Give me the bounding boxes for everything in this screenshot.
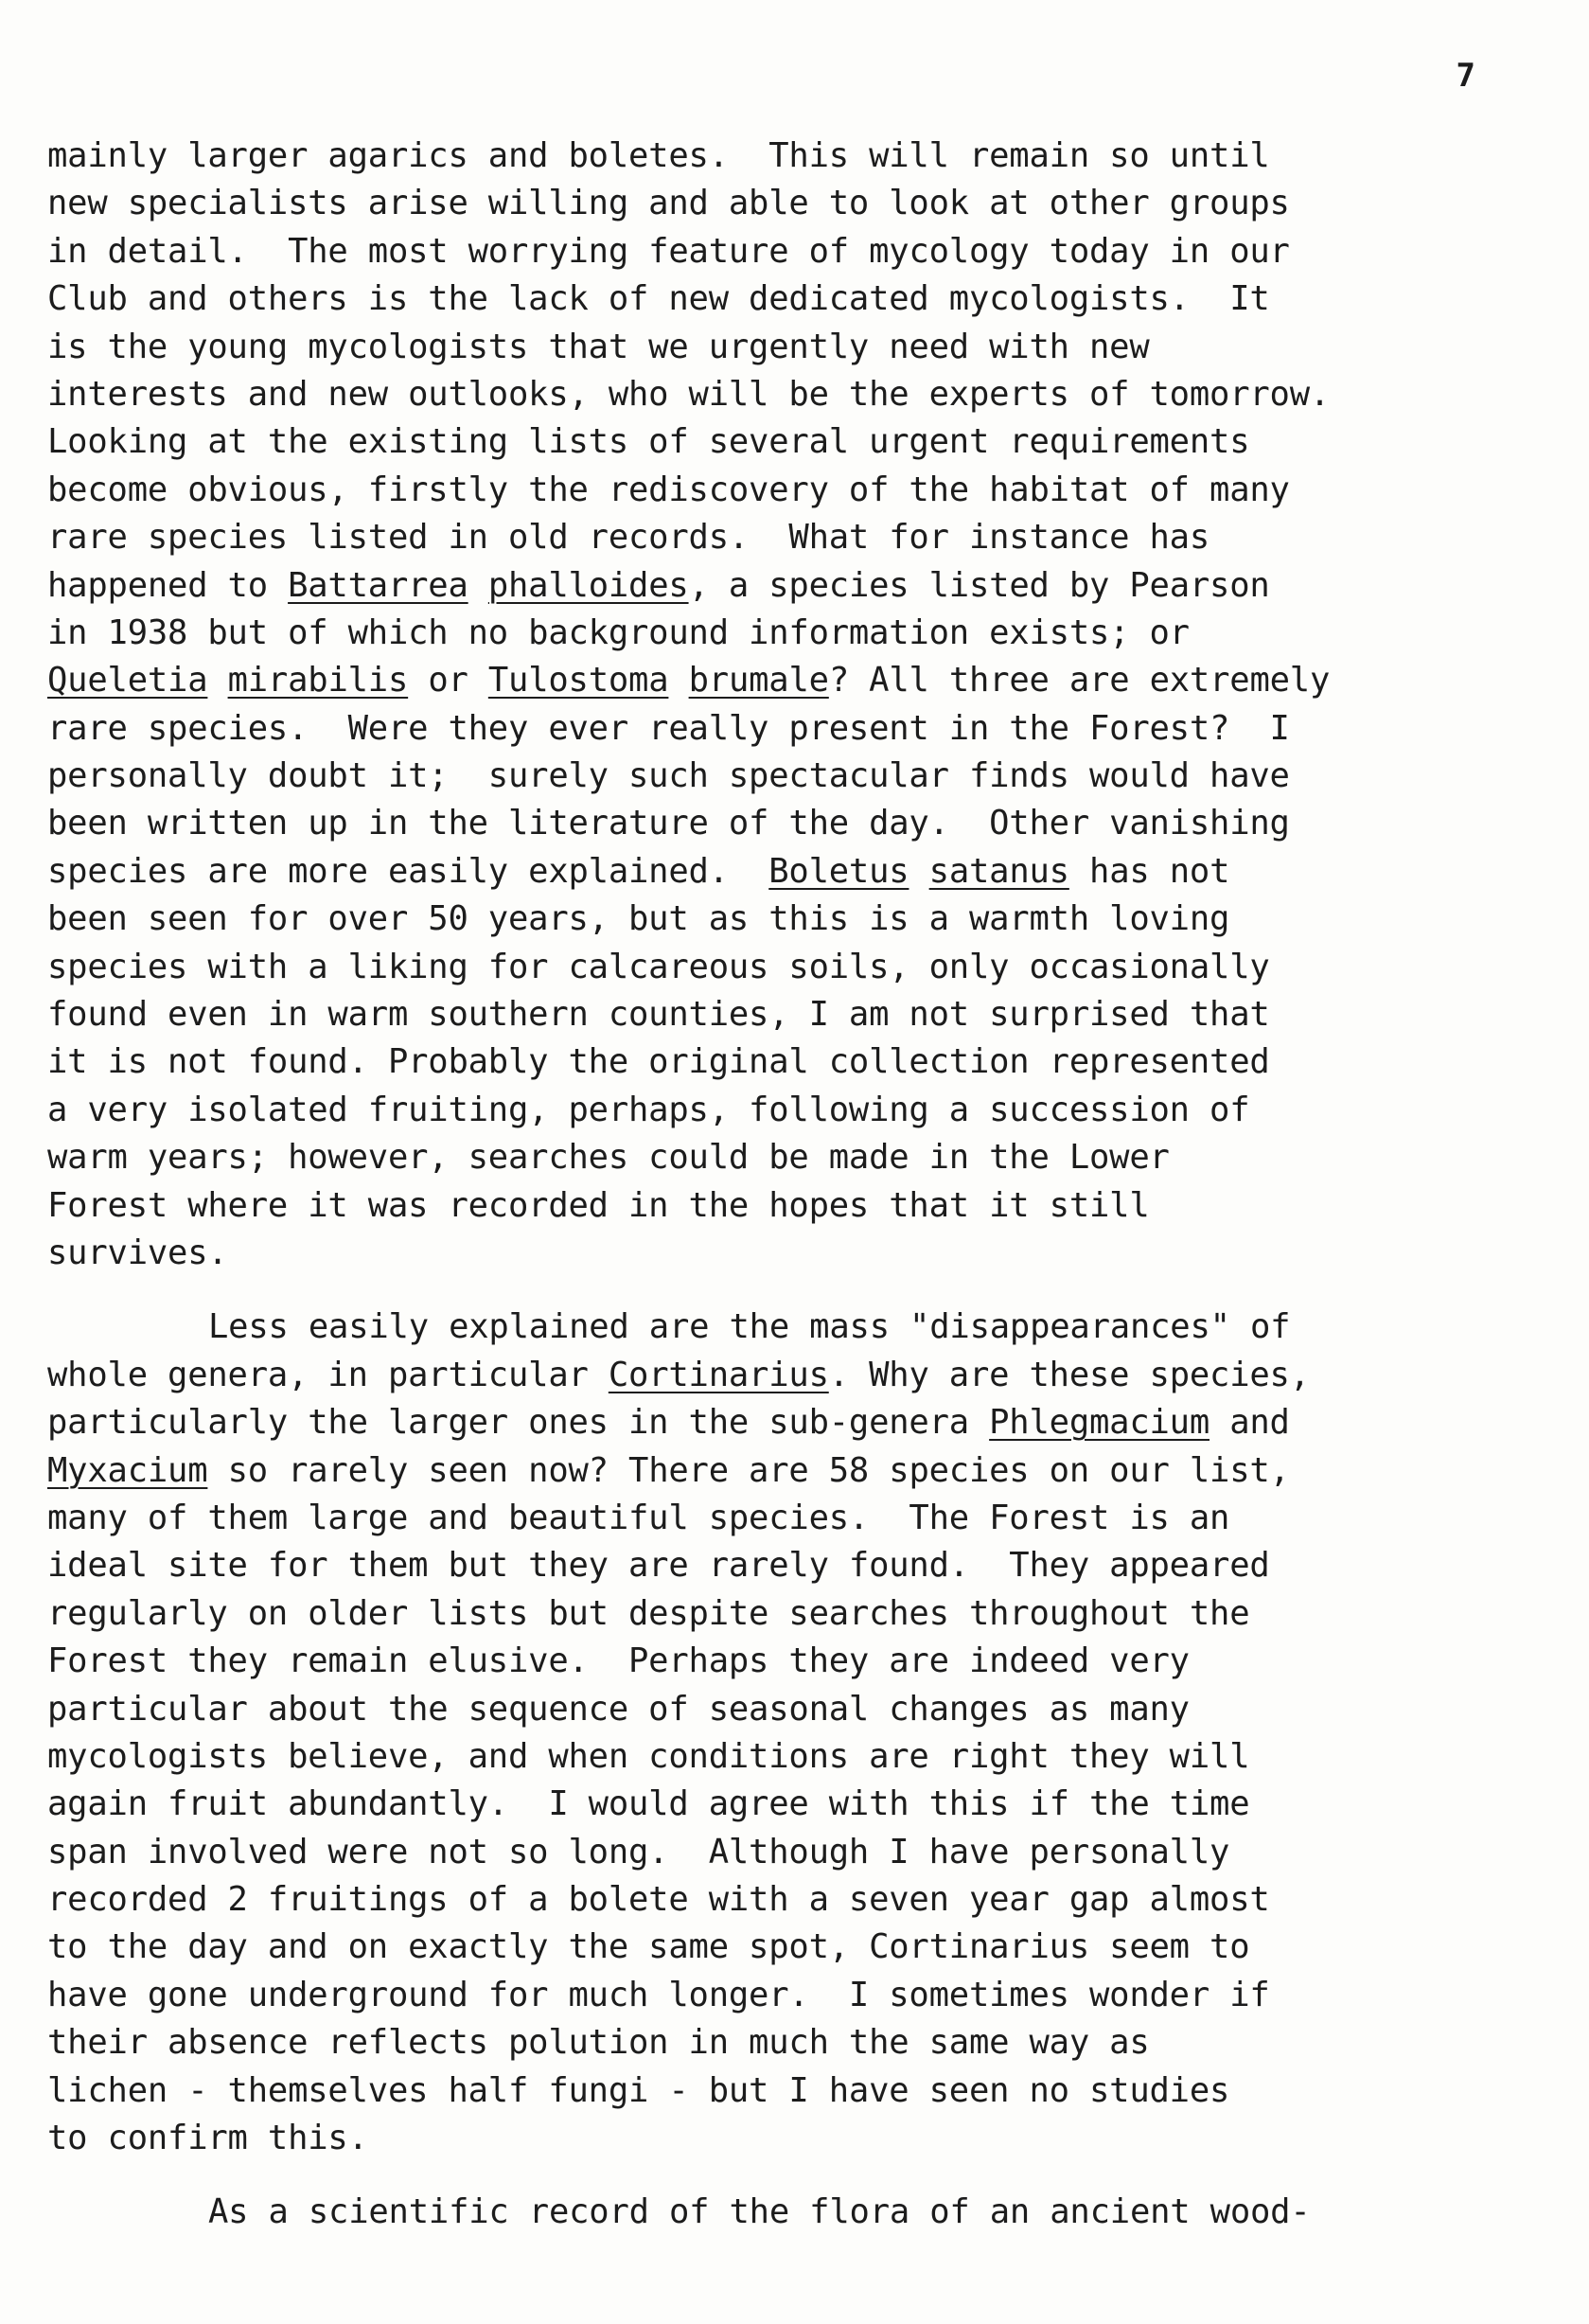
text-line: it is not found. Probably the original collection represented xyxy=(47,1042,1270,1082)
text-line: mycologists believe, and when conditions are right they will xyxy=(47,1736,1250,1776)
text-line: ideal site for them but they are rarely found. They appeared xyxy=(47,1546,1270,1586)
text-line: found even in warm southern counties, I am not surprised that xyxy=(47,995,1270,1035)
text-line: mainly larger agarics and boletes. This will remain so until xyxy=(47,136,1270,175)
text-line: is the young mycologists that we urgently need with new xyxy=(47,327,1150,366)
text-line: personally doubt it; surely such spectacular finds would have xyxy=(47,756,1290,796)
text-line: Forest they remain elusive. Perhaps they are indeed very xyxy=(47,1641,1190,1681)
text-line: Less easily explained are the mass "disappearances" of xyxy=(208,1307,1291,1347)
text-line: particular about the sequence of seasonal changes as many xyxy=(47,1689,1190,1729)
underlined-species-name: Myxacium xyxy=(47,1450,208,1490)
text-line: Club and others is the lack of new dedicated mycologists. It xyxy=(47,279,1270,319)
underlined-species-name: Cortinarius xyxy=(608,1355,829,1394)
text-line: species with a liking for calcareous soils, only occasionally xyxy=(47,947,1270,986)
text-line: warm years; however, searches could be made in the Lower xyxy=(47,1138,1170,1178)
text-line: interests and new outlooks, who will be the experts of tomorrow. xyxy=(47,374,1331,414)
paragraph-gap xyxy=(47,1277,1562,1304)
paragraph xyxy=(47,2189,1562,2236)
underlined-species-name: Boletus xyxy=(768,851,909,891)
text-line: happened to Battarrea phalloides, a species listed by Pearson xyxy=(47,565,1270,605)
paragraph xyxy=(47,133,1562,1277)
text-line: to the day and on exactly the same spot, Cortinarius seem to xyxy=(47,1927,1250,1967)
text-line: Myxacium so rarely seen now? There are 58 species on our list, xyxy=(47,1450,1290,1490)
text-line: become obvious, firstly the rediscovery of the habitat of many xyxy=(47,470,1290,509)
paragraph xyxy=(47,1304,1562,2162)
text-line: again fruit abundantly. I would agree with this if the time xyxy=(47,1784,1250,1824)
text-line: their absence reflects polution in much the same way as xyxy=(47,2023,1150,2063)
underlined-species-name: mirabilis xyxy=(227,661,409,701)
text-line: As a scientific record of the flora of an ancient wood- xyxy=(208,2192,1311,2232)
text-line: lichen - themselves half fungi - but I have seen no studies xyxy=(47,2070,1230,2110)
text-line: Looking at the existing lists of several urgent requirements xyxy=(47,422,1250,462)
text-line: new specialists arise willing and able to look at other groups xyxy=(47,184,1290,223)
text-line: survives. xyxy=(47,1233,228,1272)
body-text xyxy=(47,133,1562,2237)
text-line: species are more easily explained. Boletus satanus has not xyxy=(47,851,1230,891)
underlined-species-name: brumale xyxy=(688,661,829,701)
underlined-species-name: phalloides xyxy=(487,565,689,605)
text-line: Queletia mirabilis or Tulostoma brumale? All three are extremely xyxy=(47,661,1331,701)
underlined-species-name: Battarrea xyxy=(288,565,468,605)
underlined-species-name: Queletia xyxy=(47,661,208,701)
text-line: in detail. The most worrying feature of mycology today in our xyxy=(47,231,1290,271)
underlined-species-name: Phlegmacium xyxy=(989,1403,1210,1443)
text-line: rare species listed in old records. What for instance has xyxy=(47,518,1210,558)
text-line: rare species. Were they ever really present in the Forest? I xyxy=(47,708,1290,748)
text-line: whole genera, in particular Cortinarius. Why are these species, xyxy=(47,1355,1310,1394)
text-line: regularly on older lists but despite searches throughout the xyxy=(47,1593,1250,1633)
text-line: in 1938 but of which no background information exists; or xyxy=(47,612,1190,652)
text-line: have gone underground for much longer. I sometimes wonder if xyxy=(47,1975,1270,2014)
text-line: many of them large and beautiful species. The Forest is an xyxy=(47,1498,1230,1537)
text-line: been seen for over 50 years, but as this is a warmth loving xyxy=(47,899,1230,939)
paragraph-gap xyxy=(47,2162,1562,2189)
text-line: recorded 2 fruitings of a bolete with a seven year gap almost xyxy=(47,1880,1270,1920)
text-line: particularly the larger ones in the sub-genera Phlegmacium and xyxy=(47,1403,1290,1443)
text-line: span involved were not so long. Although I have personally xyxy=(47,1832,1230,1872)
text-line: been written up in the literature of the day. Other vanishing xyxy=(47,804,1290,843)
underlined-species-name: satanus xyxy=(928,851,1069,891)
page-number: 7 xyxy=(1456,57,1475,95)
underlined-species-name: Tulostoma xyxy=(487,661,669,701)
text-line: Forest where it was recorded in the hopes that it still xyxy=(47,1185,1150,1225)
text-line: a very isolated fruiting, perhaps, following a succession of xyxy=(47,1090,1250,1129)
text-line: to confirm this. xyxy=(47,2119,368,2158)
